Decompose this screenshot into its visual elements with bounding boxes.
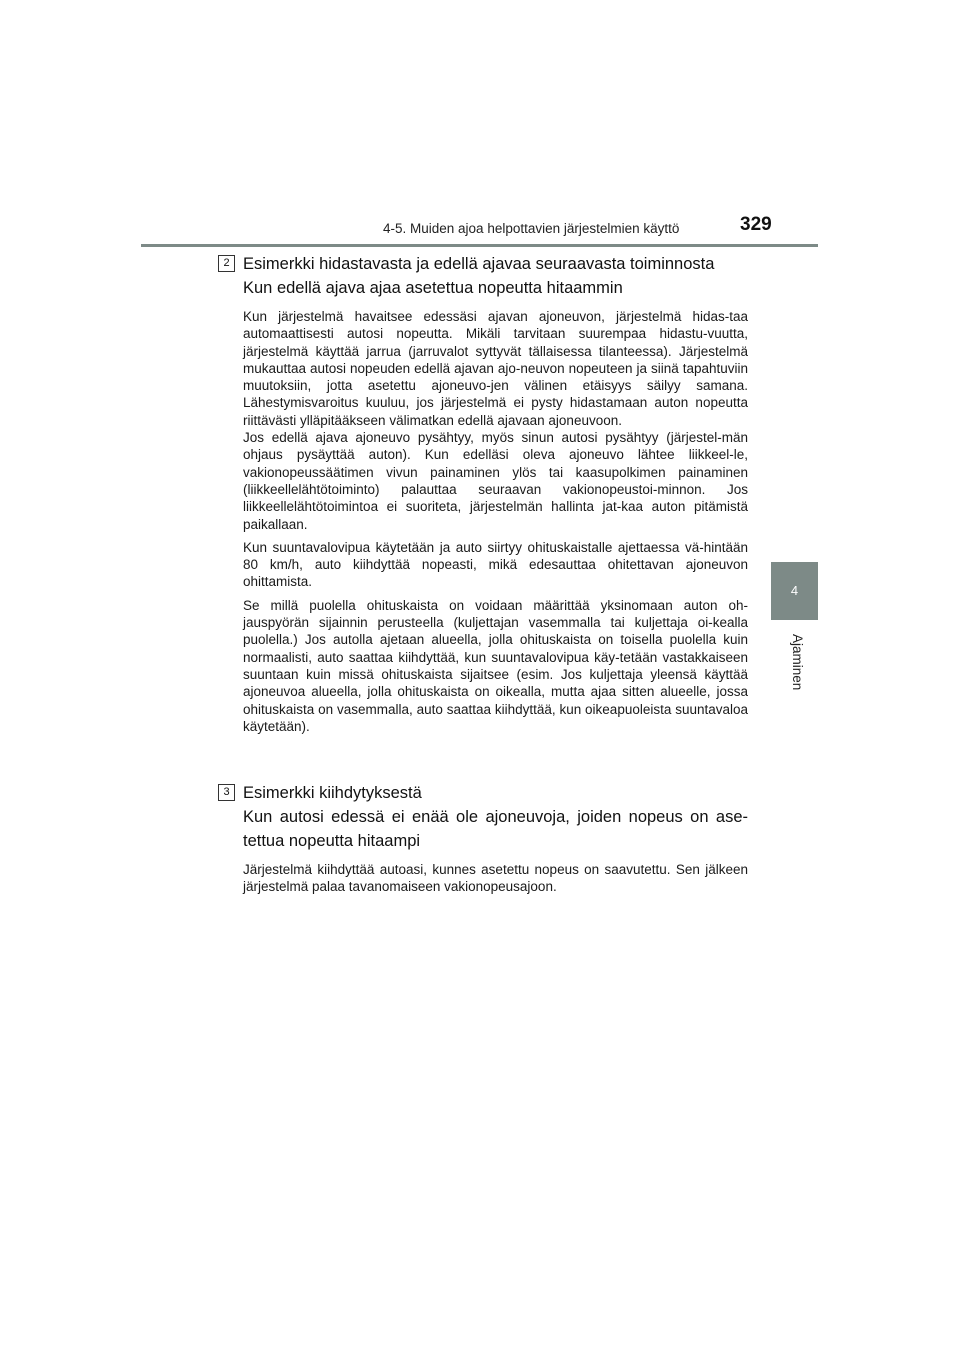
paragraph: Kun suuntavalovipua käytetään ja auto siirtyy ohituskaistalle ajettaessa vä-hintään 80 km/h, auto kiihdyttää nopeasti, mikä edesauttaa ohitettavan ajoneuvon ohittamista. — [243, 539, 748, 590]
paragraph: Järjestelmä kiihdyttää autoasi, kunnes asetettu nopeus on saavutettu. Sen jälkeen järjestelmä palaa tavanomaiseen vakionopeusajoon. — [243, 862, 748, 895]
paragraph: Kun järjestelmä havaitsee edessäsi ajavan ajoneuvon, järjestelmä hidas-taa automaattisesti autosi nopeutta. Mikäli tarvitaan suurempaa hidastu-vuutta, järjestelmä käyttää jarrua (jarruvalot syttyvät tällaisessa tilanteessa). Järjestelmä mukauttaa autosi nopeuden edellä ajavan ajo-neuvon nopeuteen ja siinä tapahtuviin muutoksiin, jotta asetettu ajoneuvo-jen välinen etäisyys säilyy samana. Lähestymisvaroitus kuuluu, jos järjestelmä ei pysty hidastamaan auton nopeutta riittävästi ylläpitääkseen välimatkan edellä ajavaan ajoneuvoon. — [243, 309, 748, 428]
header-divider — [141, 244, 818, 247]
step-subheading: Kun autosi edessä ei enää ole ajoneuvoja, joiden nopeus on ase-tettua nopeutta hitaampi — [243, 808, 748, 850]
paragraph: Jos edellä ajava ajoneuvo pysähtyy, myös sinun autosi pysähtyy (järjestel-män ohjaus pysäyttää auton). Kun edelläsi oleva ajoneuvo lähtee liikkeel-le, vakionopeussäätimen vivun painaminen ylös tai kaasupolkimen painaminen (liikkeellelähtötoiminto) palauttaa seuraavan vakionopeustoi-minnon. Jos liikkeellelähtötoimintoa ei suoriteta, järjestelmän hallinta jat-kaa auton pitämistä paikallaan. — [243, 430, 748, 532]
step-number-badge: 3 — [218, 784, 235, 801]
page-number: 329 — [740, 214, 772, 235]
chapter-tab: 4 — [771, 562, 818, 620]
step-body — [243, 861, 748, 896]
step-heading: Esimerkki hidastavasta ja edellä ajavaa seuraavasta toiminnosta — [243, 255, 715, 273]
paragraph: Se millä puolella ohituskaista on voidaan määrittää yksinomaan auton oh-jauspyörän sijainnin perusteella (kuljettajan vasemmalla tai kuljettaja oi-kealla puolella.) Jos autolla ajetaan alueella, jolla ohituskaista on toisella puolella kuin normaalisti, auto saattaa kiihdyttää, kun suuntavalovipua käy-tetään vastakkaiseen suuntaan kuin missä ohituskaista sijaitsee (esim. Jos kuljettaja yleensä käyttää ajoneuvoa alueella, jolla ohituskaista on oikealla, mutta ajaa sitten alueelle, jossa ohituskaista on vasemmalla, auto saattaa kiihdyttää, kun oikeapuoleista suuntavaloa käytetään). — [243, 597, 748, 734]
section-header: 4-5. Muiden ajoa helpottavien järjestelmien käyttö — [383, 221, 680, 236]
step-heading: Esimerkki kiihdytyksestä — [243, 784, 422, 802]
step-number-badge: 2 — [218, 255, 235, 272]
step-subheading: Kun edellä ajava ajaa asetettua nopeutta hitaammin — [243, 279, 623, 297]
step-body — [243, 308, 748, 735]
step-3 — [218, 781, 748, 902]
step-2 — [218, 252, 748, 741]
chapter-tab-label: Ajaminen — [790, 634, 805, 691]
